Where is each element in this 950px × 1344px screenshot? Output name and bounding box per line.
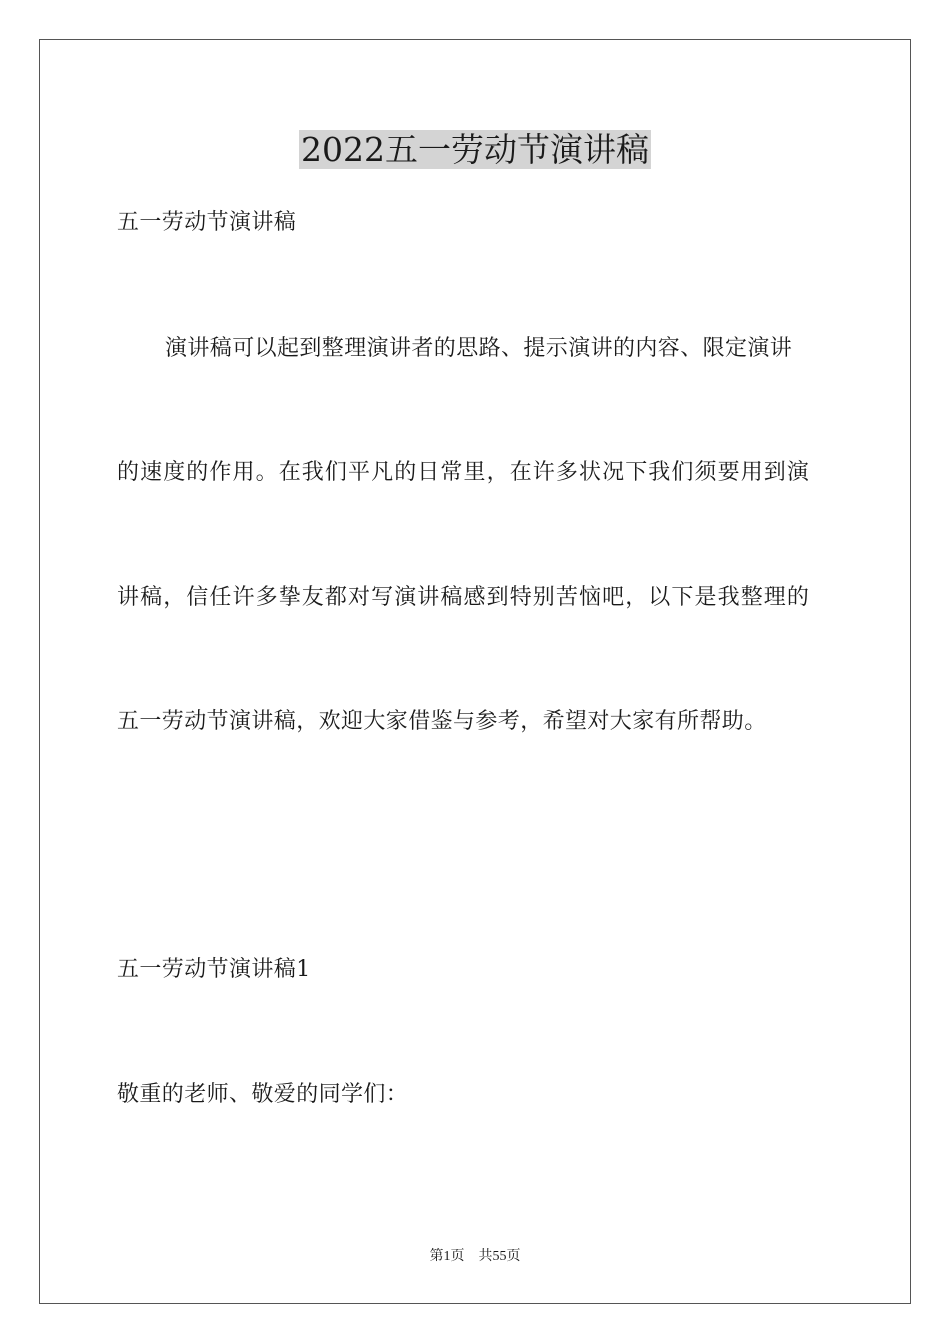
page-footer [0,1247,950,1267]
paragraph-line-2: 的速度的作用。在我们平凡的日常里，在许多状况下我们须要用到演 [117,460,811,485]
page-number: 第1页 [429,1249,465,1264]
document-title-text: 2022五一劳动节演讲稿 [301,130,649,169]
page-total: 共55页 [478,1249,521,1264]
document-title [0,128,950,172]
paragraph-line-4: 五一劳动节演讲稿，欢迎大家借鉴与参考，希望对大家有所帮助。 [117,709,767,734]
paragraph-line-1: 演讲稿可以起到整理演讲者的思路、提示演讲的内容、限定演讲 [165,336,793,361]
subtitle-line: 五一劳动节演讲稿 [117,210,297,235]
section-heading: 五一劳动节演讲稿1 [117,957,311,982]
salutation-line: 敬重的老师、敬爱的同学们： [117,1082,409,1107]
paragraph-line-3: 讲稿，信任许多挚友都对写演讲稿感到特别苦恼吧，以下是我整理的 [117,585,811,610]
